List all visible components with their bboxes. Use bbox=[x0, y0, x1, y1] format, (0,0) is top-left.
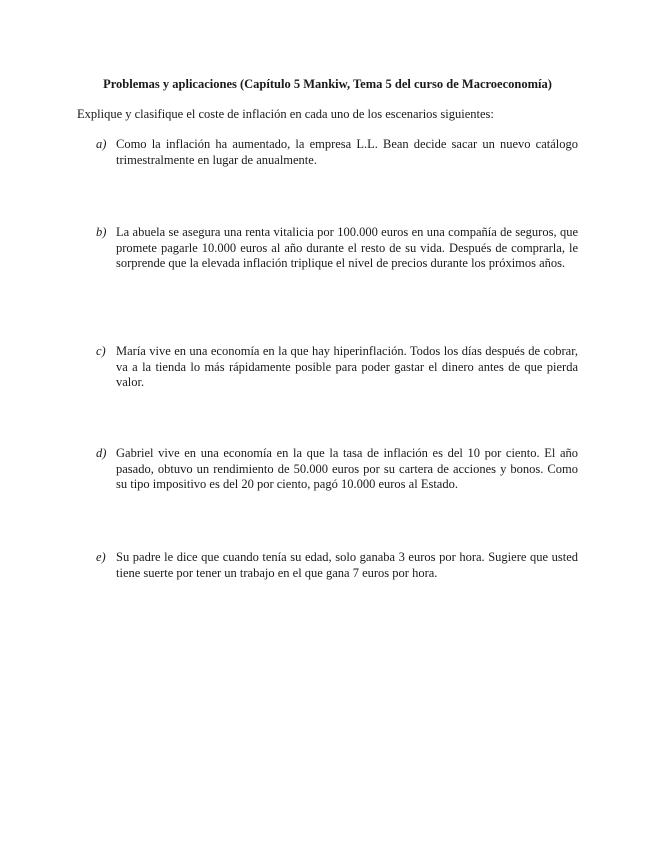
item-text: Su padre le dice que cuando tenía su edad, solo ganaba 3 euros por hora. Sugiere que usted tiene suerte por tener un trabajo en el que gana 7 euros por hora. bbox=[116, 550, 578, 580]
intro-text: Explique y clasifique el coste de inflación en cada uno de los escenarios siguientes: bbox=[77, 107, 494, 121]
exercise-item-a bbox=[96, 137, 578, 168]
exercise-item-c bbox=[96, 344, 578, 391]
item-text: Gabriel vive en una economía en la que la tasa de inflación es del 10 por ciento. El año pasado, obtuvo un rendimiento de 50.000 euros por su cartera de acciones y bonos. Como su tipo impositivo es del 20 por ciento, pagó 10.000 euros al Estado. bbox=[116, 446, 578, 491]
item-marker: b) bbox=[96, 225, 107, 239]
exercise-item-e bbox=[96, 550, 578, 581]
item-text: Como la inflación ha aumentado, la empresa L.L. Bean decide sacar un nuevo catálogo trimestralmente en lugar de anualmente. bbox=[116, 137, 578, 167]
document-title: Problemas y aplicaciones (Capítulo 5 Mankiw, Tema 5 del curso de Macroeconomía) bbox=[103, 77, 552, 91]
item-marker: d) bbox=[96, 446, 107, 460]
item-text: La abuela se asegura una renta vitalicia por 100.000 euros en una compañía de seguros, que promete pagarle 10.000 euros al año durante el resto de su vida. Después de comprarla, le sorprende que la elevada inflación triplique el nivel de precios durante los próximos años. bbox=[116, 225, 578, 270]
item-marker: c) bbox=[96, 344, 106, 358]
item-text: María vive en una economía en la que hay hiperinflación. Todos los días después de cobrar, va a la tienda lo más rápidamente posible para poder gastar el dinero antes de que pierda valor. bbox=[116, 344, 578, 389]
item-marker: e) bbox=[96, 550, 106, 564]
exercise-item-d bbox=[96, 446, 578, 493]
item-marker: a) bbox=[96, 137, 107, 151]
exercise-item-b bbox=[96, 225, 578, 272]
